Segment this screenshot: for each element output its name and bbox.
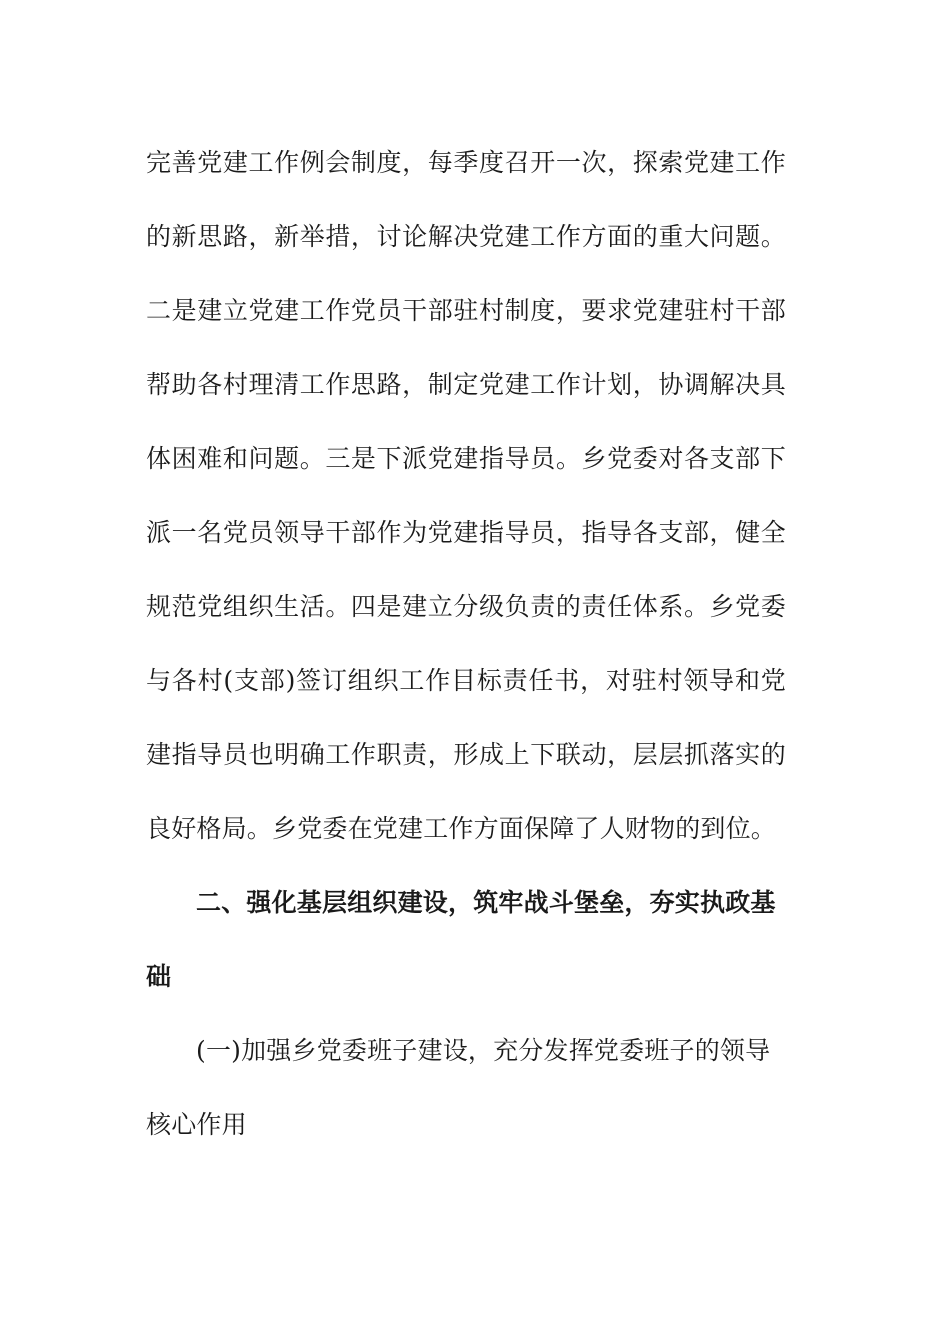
document-body — [146, 126, 786, 1162]
subsection-heading: (一)加强乡党委班子建设，充分发挥党委班子的领导核心作用 — [146, 1036, 771, 1139]
section-heading: 二、强化基层组织建设，筑牢战斗堡垒，夯实执政基础 — [146, 888, 776, 991]
body-paragraph: 完善党建工作例会制度，每季度召开一次，探索党建工作的新思路，新举措，讨论解决党建工作方面的重大问题。二是建立党建工作党员干部驻村制度，要求党建驻村干部帮助各村理清工作思路，制定党建工作计划，协调解决具体困难和问题。三是下派党建指导员。乡党委对各支部下派一名党员领导干部作为党建指导员，指导各支部，健全规范党组织生活。四是建立分级负责的责任体系。乡党委与各村(支部)签订组织工作目标责任书，对驻村领导和党建指导员也明确工作职责，形成上下联动，层层抓落实的良好格局。乡党委在党建工作方面保障了人财物的到位。 — [146, 148, 786, 843]
